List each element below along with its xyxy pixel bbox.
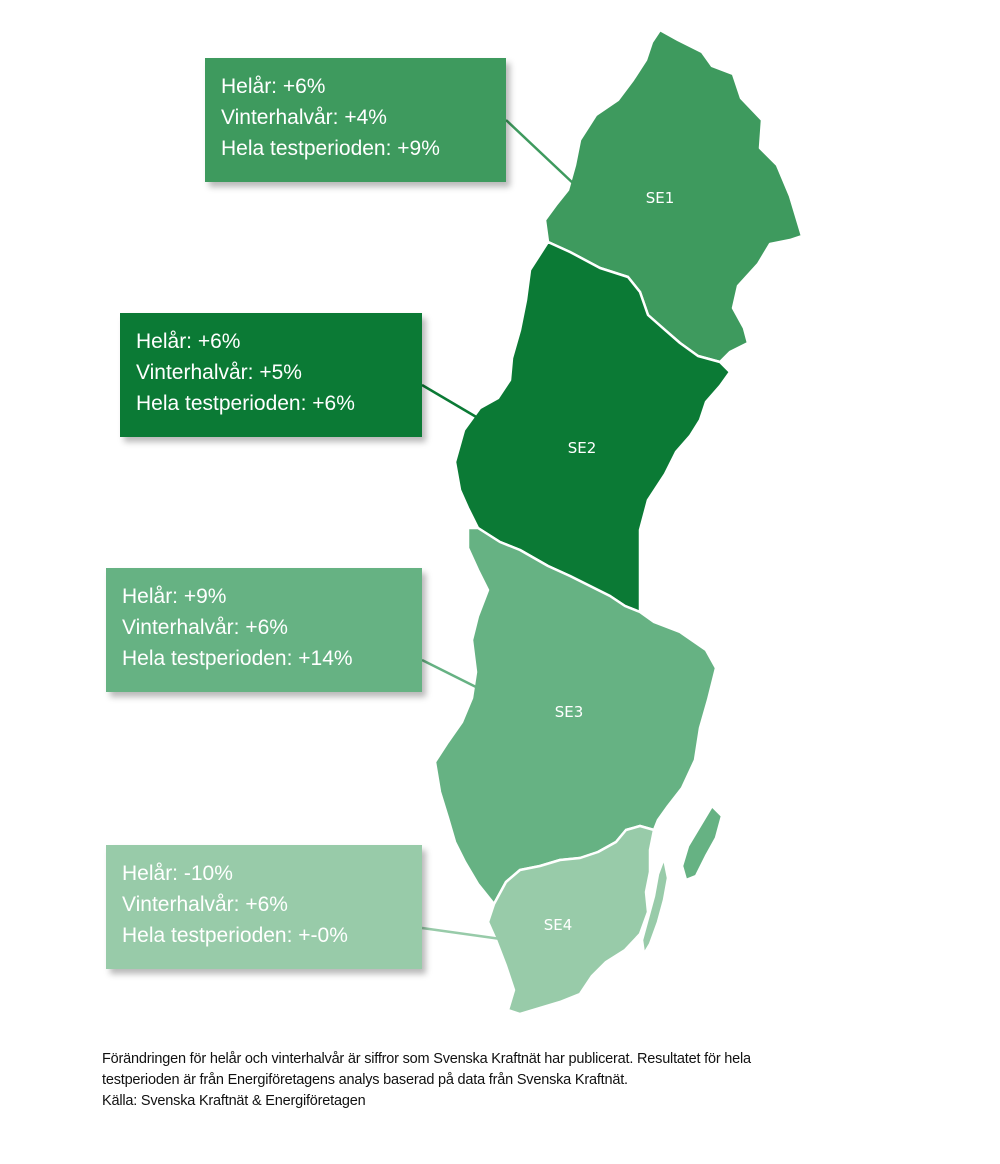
hela-testperioden-value: Hela testperioden: +14% bbox=[122, 647, 353, 670]
region-label-se3: SE3 bbox=[554, 703, 584, 721]
hela-testperioden-value: Hela testperioden: +-0% bbox=[122, 924, 348, 947]
callout-box-se2 bbox=[120, 313, 422, 437]
callout-box-se3 bbox=[106, 568, 422, 692]
hela-testperioden-value: Hela testperioden: +6% bbox=[136, 392, 355, 415]
helar-value: Helår: +9% bbox=[122, 585, 227, 608]
helar-value: Helår: -10% bbox=[122, 862, 233, 885]
region-label-se2: SE2 bbox=[567, 439, 597, 457]
helar-value: Helår: +6% bbox=[136, 330, 241, 353]
callout-box-se4 bbox=[106, 845, 422, 969]
leader-line-se1 bbox=[506, 120, 575, 185]
hela-testperioden-value: Hela testperioden: +9% bbox=[221, 137, 440, 160]
region-label-se4: SE4 bbox=[543, 916, 573, 934]
footnote bbox=[102, 1049, 972, 1112]
leader-line-se2 bbox=[422, 385, 478, 418]
vinterhalvar-value: Vinterhalvår: +6% bbox=[122, 616, 288, 639]
footnote-line-1: Förändringen för helår och vinterhalvår är siffror som Svenska Kraftnät har publicerat. Resultatet för hela bbox=[102, 1051, 751, 1067]
vinterhalvar-value: Vinterhalvår: +4% bbox=[221, 106, 387, 129]
callout-box-se1 bbox=[205, 58, 506, 182]
leader-line-se3 bbox=[422, 660, 482, 690]
region-label-se1: SE1 bbox=[645, 189, 675, 207]
helar-value: Helår: +6% bbox=[221, 75, 326, 98]
vinterhalvar-value: Vinterhalvår: +6% bbox=[122, 893, 288, 916]
footnote-line-2: testperioden är från Energiföretagens analys baserad på data från Svenska Kraftnät. bbox=[102, 1072, 628, 1088]
footnote-source: Källa: Svenska Kraftnät & Energiföretagen bbox=[102, 1093, 366, 1109]
island-gotland bbox=[682, 806, 722, 880]
vinterhalvar-value: Vinterhalvår: +5% bbox=[136, 361, 302, 384]
